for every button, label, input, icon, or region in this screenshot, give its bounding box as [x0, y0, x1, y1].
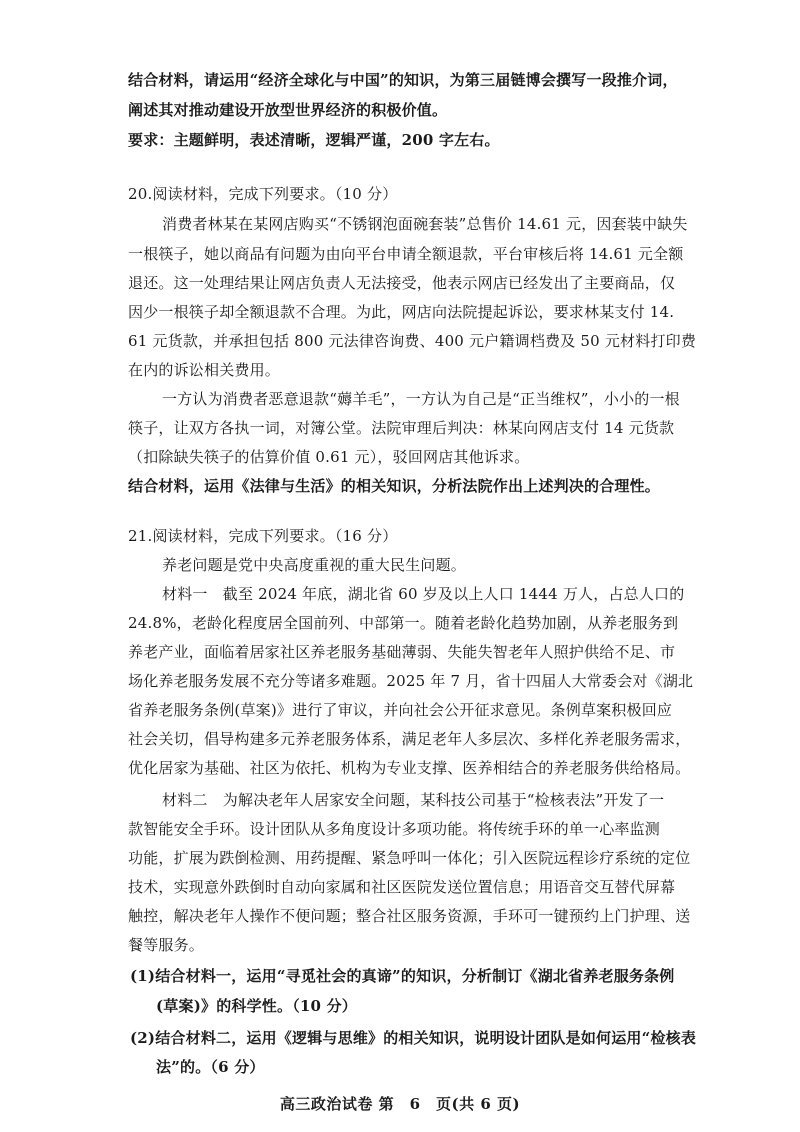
q20-material-line: 一根筷子，她以商品有问题为由向平台申请全额退款，平台审核后将 14.61 元全额: [128, 245, 684, 263]
q19-requirement: 要求：主题鲜明，表述清晰，逻辑严谨，200 字左右。: [128, 131, 500, 149]
q21-subquestion-2: (2)结合材料二，运用《逻辑与思维》的相关知识，说明设计团队是如何运用“检核表: [130, 1029, 697, 1047]
q20-material-line: 筷子，让双方各执一词，对簿公堂。法院审理后判决：林某向网店支付 14 元货款: [128, 419, 675, 437]
page-footer: 高三政治试卷 第 6 页(共 6 页): [279, 1095, 521, 1113]
q21-intro: 养老问题是党中央高度重视的重大民生问题。: [162, 556, 467, 574]
q20-material-line: 退还。这一处理结果让网店负责人无法接受，他表示网店已经发出了主要商品，仅: [128, 274, 676, 292]
q21-material2-line: 材料二 为解决老年人居家安全问题，某科技公司基于“检核表法”开发了一: [162, 791, 665, 809]
q21-subquestion-1-cont: (草案)》的科学性。（10 分）: [156, 997, 357, 1015]
q21-material1-line: 优化居家为基础、社区为依托、机构为专业支撑、医养相结合的养老服务供给格局。: [128, 759, 691, 777]
q21-material2-line: 触控，解决老年人操作不便问题；整合社区服务资源，手环可一键预约上门护理、送: [128, 907, 691, 925]
q21-subquestion-2-cont: 法”的。（6 分）: [156, 1058, 265, 1076]
q21-subquestion-1: (1)结合材料一，运用“寻觅社会的真谛”的知识，分析制订《湖北省养老服务条例: [130, 967, 675, 985]
q21-material1-line: 场化养老服务发展不充分等诸多难题。2025 年 7 月，省十四届人大常委会对《湖北: [128, 672, 694, 690]
q21-material1-line: 养老产业，面临着居家社区养老服务基础薄弱、失能失智老年人照护供给不足、市: [128, 643, 676, 661]
q20-material-line: 一方认为消费者恶意退款“薅羊毛”，一方认为自己是“正当维权”，小小的一根: [162, 390, 680, 408]
q19-line-1: 结合材料，请运用“经济全球化与中国”的知识，为第三届链博会撰写一段推介词，: [128, 71, 678, 89]
q21-material1-line: 材料一 截至 2024 年底，湖北省 60 岁及以上人口 1444 万人，占总人口的: [162, 585, 685, 603]
q21-material2-line: 功能，扩展为跌倒检测、用药提醒、紧急呼叫一体化；引入医院远程诊疗系统的定位: [128, 849, 691, 867]
q21-material1-line: 24.8%，老龄化程度居全国前列、中部第一。随着老龄化趋势加剧，从养老服务到: [128, 614, 679, 632]
q19-line-2: 阐述其对推动建设开放型世界经济的积极价值。: [128, 101, 448, 119]
q20-material-line: 消费者林某在某网店购买“不锈钢泡面碗套装”总售价 14.61 元，因套装中缺失: [162, 215, 688, 233]
q20-material-line: 因少一根筷子却全额退款不合理。为此，网店向法院提起诉讼，要求林某支付 14.: [128, 303, 675, 321]
q20-material-line: 61 元货款，并承担包括 800 元法律咨询费、400 元户籍调档费及 50 元材料打印费: [128, 332, 697, 350]
q21-header: 21.阅读材料，完成下列要求。（16 分）: [128, 527, 398, 545]
q21-material2-line: 款智能安全手环。设计团队从多角度设计多项功能。将传统手环的单一心率监测: [128, 820, 661, 838]
q20-material-line: 在内的诉讼相关费用。: [128, 361, 281, 379]
q20-header: 20.阅读材料，完成下列要求。（10 分）: [128, 185, 398, 203]
q20-question: 结合材料，运用《法律与生活》的相关知识，分析法院作出上述判决的合理性。: [128, 477, 661, 495]
q21-material2-line: 技术，实现意外跌倒时自动向家属和社区医院发送位置信息；用语音交互替代屏幕: [128, 878, 676, 896]
q21-material1-line: 社会关切，倡导构建多元养老服务体系，满足老年人多层次、多样化养老服务需求，: [128, 730, 691, 748]
q21-material1-line: 省养老服务条例(草案)》进行了审议，并向社会公开征求意见。条例草案积极回应: [128, 701, 673, 719]
q20-material-line: （扣除缺失筷子的估算价值 0.61 元），驳回网店其他诉求。: [128, 448, 530, 466]
q21-material2-line: 餐等服务。: [128, 936, 205, 954]
